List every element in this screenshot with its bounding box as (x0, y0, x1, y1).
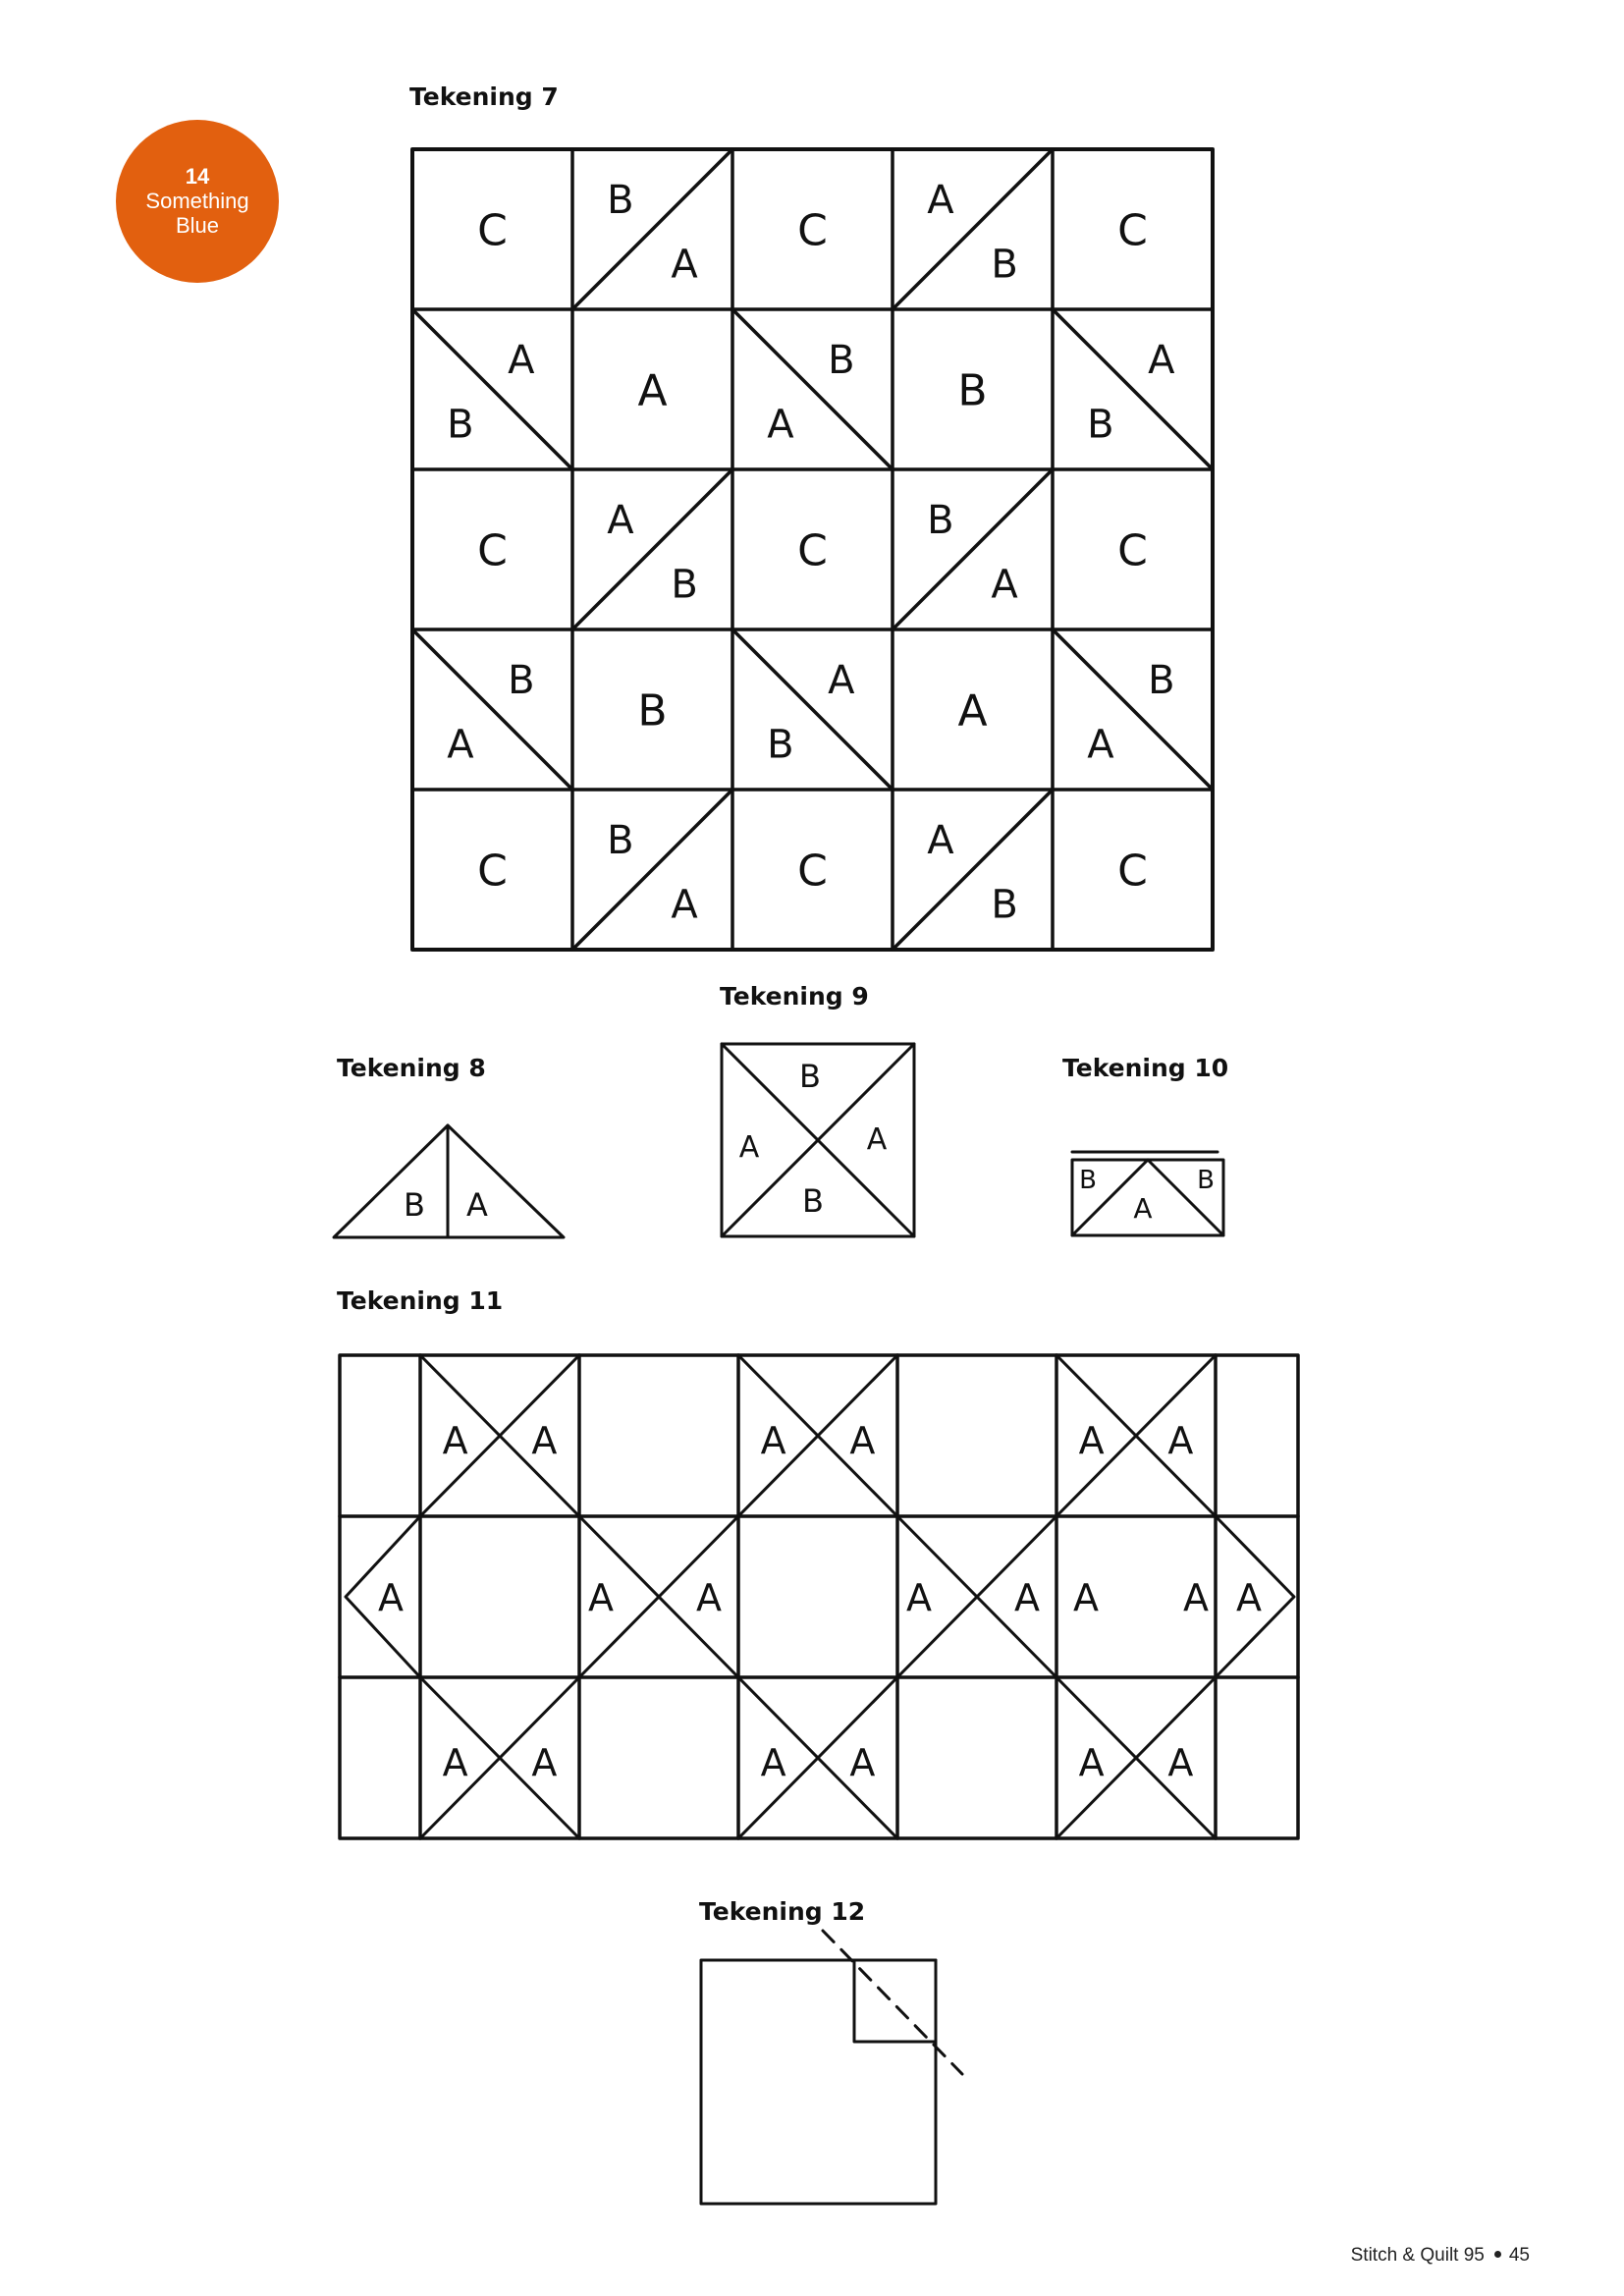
chapter-title: Something Blue (145, 189, 249, 238)
t7-cell-label: A (637, 365, 668, 416)
t7-cell-label: B (508, 658, 535, 704)
t7-cell-label: C (477, 525, 508, 576)
t11-middle-label: A (696, 1576, 722, 1619)
t7-cell-label: C (1117, 846, 1148, 897)
t7-cell-label: C (797, 205, 828, 256)
t11-top-label: A (849, 1419, 876, 1462)
t7-cell-diagonal (572, 469, 732, 629)
t7-cell-label: A (1087, 722, 1114, 768)
t11-middle-label: A (1183, 1576, 1209, 1619)
t8-label-right: A (466, 1186, 488, 1224)
t7-cell-label: B (637, 685, 668, 737)
heading-tekening-7: Tekening 7 (409, 82, 559, 111)
t7-cell-label: C (477, 846, 508, 897)
t7-cell-label: C (1117, 205, 1148, 256)
t7-cell-label: B (767, 722, 794, 768)
t7-cell-diagonal (732, 309, 893, 469)
t11-bottom-label: A (849, 1741, 876, 1784)
t11-bottom-label: A (760, 1741, 786, 1784)
t11-middle-label: A (588, 1576, 614, 1619)
t7-cell-label: A (767, 402, 794, 448)
t7-cell-diagonal (893, 469, 1053, 629)
t10-label-left: B (1079, 1166, 1097, 1195)
chapter-number: 14 (185, 164, 210, 189)
t7-cell-label: B (671, 562, 698, 608)
t7-cell-label: B (607, 178, 634, 224)
t7-cell-label: A (607, 498, 634, 544)
t9-label-top: B (799, 1058, 821, 1095)
t9-label-bottom: B (802, 1182, 824, 1220)
t11-top-label: A (760, 1419, 786, 1462)
t9-label-right: A (866, 1122, 888, 1157)
t7-cell-diagonal (572, 149, 732, 309)
t7-cell-label: A (927, 178, 954, 224)
t7-cell-label: A (1148, 338, 1175, 384)
t7-cell-diagonal (1053, 309, 1213, 469)
t7-cell-label: A (957, 685, 988, 737)
t7-cell-label: B (991, 882, 1018, 928)
t7-cell-label: C (797, 846, 828, 897)
t12-dashed-cut-line (823, 1931, 962, 2074)
tekening-11-labels (378, 1419, 1262, 1784)
t10-label-right: B (1197, 1166, 1215, 1195)
t7-cell-label: C (1117, 525, 1148, 576)
t11-bottom-label: A (1167, 1741, 1194, 1784)
t8-label-left: B (404, 1186, 425, 1224)
tekening-11-diagram (340, 1355, 1298, 1838)
t7-cell-label: B (991, 242, 1018, 288)
tekening-7-labels (447, 178, 1175, 927)
t7-cell-label: C (797, 525, 828, 576)
tekening-8-diagram (334, 1125, 564, 1237)
page-number: 45 (1508, 2245, 1530, 2266)
t11-bottom-label: A (531, 1741, 558, 1784)
t7-cell-label: A (671, 882, 698, 928)
t9-label-left: A (738, 1130, 760, 1165)
t7-cell-diagonal (893, 149, 1053, 309)
t7-cell-diagonal (893, 790, 1053, 950)
tekening-10-diagram (1072, 1152, 1223, 1235)
tekening-12-diagram (701, 1931, 962, 2204)
t11-bottom-label: A (442, 1741, 468, 1784)
t7-cell-label: B (1148, 658, 1175, 704)
t7-cell-label: B (607, 818, 634, 864)
t11-strip-outline (340, 1355, 1298, 1838)
separator-dot (1494, 2251, 1501, 2258)
tekening-9-diagram (722, 1044, 914, 1236)
t11-edge-label: A (378, 1576, 404, 1619)
t7-cell-label: B (1087, 402, 1114, 448)
t7-cell-diagonal (572, 790, 732, 950)
t11-middle-label: A (1014, 1576, 1040, 1619)
t11-middle-label: A (1073, 1576, 1099, 1619)
t11-top-label: A (1167, 1419, 1194, 1462)
t7-cell-label: B (957, 365, 988, 416)
page-footer (1351, 2245, 1530, 2267)
t7-cell-diagonal (1053, 629, 1213, 790)
t12-large-square (701, 1960, 936, 2204)
t10-label-middle: A (1133, 1192, 1153, 1225)
t7-cell-diagonal (732, 629, 893, 790)
heading-tekening-10: Tekening 10 (1062, 1054, 1229, 1082)
t7-cell-diagonal (412, 629, 572, 790)
t11-edge-label: A (1236, 1576, 1262, 1619)
t7-cell-label: A (991, 562, 1018, 608)
t12-small-square (854, 1960, 936, 2042)
heading-tekening-9: Tekening 9 (720, 982, 869, 1011)
t11-bottom-label: A (1078, 1741, 1105, 1784)
t11-top-label: A (1078, 1419, 1105, 1462)
t7-cell-label: A (671, 242, 698, 288)
heading-tekening-8: Tekening 8 (337, 1054, 486, 1082)
t7-cell-label: B (927, 498, 954, 544)
magazine-name: Stitch & Quilt 95 (1350, 2245, 1485, 2266)
heading-tekening-11: Tekening 11 (337, 1286, 504, 1315)
t7-cell-diagonal (412, 309, 572, 469)
t11-middle-label: A (906, 1576, 932, 1619)
t11-top-label: A (442, 1419, 468, 1462)
t7-cell-label: B (447, 402, 474, 448)
heading-tekening-12: Tekening 12 (699, 1897, 866, 1926)
t7-cell-label: C (477, 205, 508, 256)
t7-cell-label: A (927, 818, 954, 864)
t11-top-label: A (531, 1419, 558, 1462)
t7-cell-label: A (508, 338, 535, 384)
t7-cell-label: A (828, 658, 855, 704)
t7-cell-label: A (447, 722, 474, 768)
t7-cell-label: B (828, 338, 855, 384)
